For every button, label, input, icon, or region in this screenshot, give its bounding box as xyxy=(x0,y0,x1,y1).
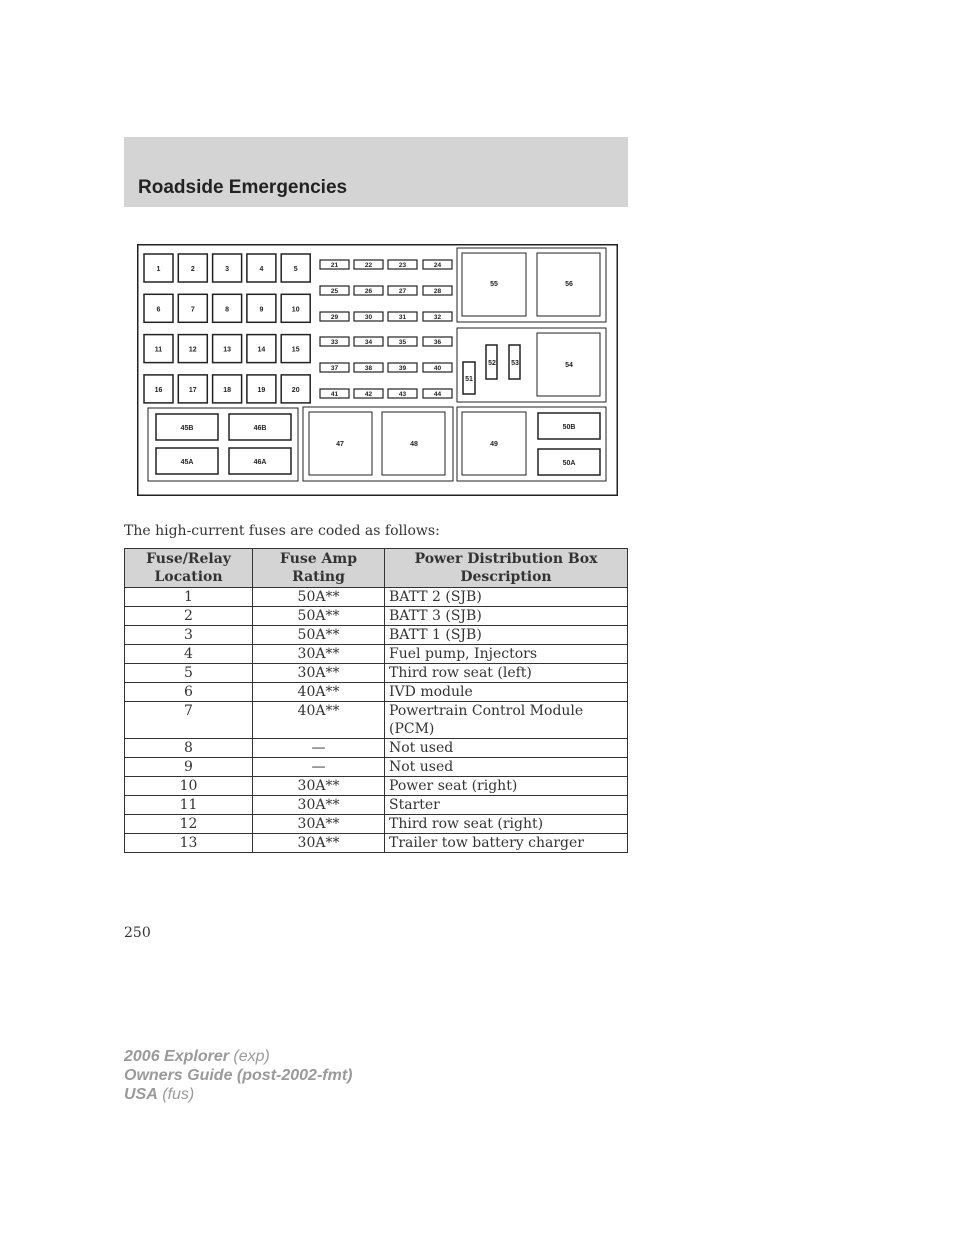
header-location-line1: Fuse/Relay xyxy=(146,551,231,567)
relay-group-47-48 xyxy=(303,407,453,481)
header-location-line2: Location xyxy=(154,569,223,585)
cell-description: Third row seat (right) xyxy=(385,815,628,834)
cell-location: 8 xyxy=(125,739,253,758)
large-fuse-grid xyxy=(144,254,310,403)
cell-location: 11 xyxy=(125,796,253,815)
page-number: 250 xyxy=(124,925,151,941)
large-fuse-16-label: 16 xyxy=(154,386,163,394)
large-fuse-15-label: 15 xyxy=(291,346,300,354)
mini-fuse-27-label: 27 xyxy=(398,288,407,296)
cell-rating: 30A** xyxy=(253,777,385,796)
relay-group-51-54 xyxy=(457,328,606,402)
header-description xyxy=(385,549,628,588)
relay-45A-label: 45A xyxy=(180,459,194,466)
footer-market-code: (fus) xyxy=(162,1086,195,1103)
cell-rating: — xyxy=(253,739,385,758)
table-row xyxy=(125,834,628,853)
relay-56-label: 56 xyxy=(565,281,573,288)
header-rating xyxy=(253,549,385,588)
mini-fuse-31-label: 31 xyxy=(398,314,407,322)
diagram-outline xyxy=(138,245,618,496)
table-row xyxy=(125,626,628,645)
mini-fuse-22-label: 22 xyxy=(364,262,373,270)
mini-fuse-26-label: 26 xyxy=(364,288,373,296)
cell-rating: 50A** xyxy=(253,588,385,607)
cell-location: 4 xyxy=(125,645,253,664)
relay-48-label: 48 xyxy=(410,441,418,448)
footer-line-2 xyxy=(124,1066,352,1085)
table-row xyxy=(125,777,628,796)
table-row xyxy=(125,588,628,607)
mini-fuse-36-label: 36 xyxy=(433,339,442,347)
table-row xyxy=(125,664,628,683)
large-fuse-8-label: 8 xyxy=(225,306,230,314)
relay-51-label: 51 xyxy=(465,376,473,383)
mini-fuse-23-label: 23 xyxy=(398,262,407,270)
cell-location: 7 xyxy=(125,702,253,739)
mini-fuse-30-label: 30 xyxy=(364,314,373,322)
cell-rating: 30A** xyxy=(253,796,385,815)
cell-description: BATT 2 (SJB) xyxy=(385,588,628,607)
section-title: Roadside Emergencies xyxy=(138,177,348,198)
cell-location: 9 xyxy=(125,758,253,777)
relay-group-45-46 xyxy=(148,408,298,481)
cell-rating: 30A** xyxy=(253,664,385,683)
large-fuse-12-label: 12 xyxy=(188,346,197,354)
mini-fuse-33-label: 33 xyxy=(330,339,339,347)
relay-group-49-50 xyxy=(457,407,606,481)
relay-53-label: 53 xyxy=(511,360,519,367)
relay-50B-label: 50B xyxy=(562,424,576,431)
table-row xyxy=(125,607,628,626)
cell-location: 10 xyxy=(125,777,253,796)
table-row xyxy=(125,758,628,777)
large-fuse-11-label: 11 xyxy=(154,346,163,354)
footer-line-1 xyxy=(124,1047,352,1066)
footer-market: USA xyxy=(124,1086,158,1103)
large-fuse-4-label: 4 xyxy=(259,266,264,273)
mini-fuse-24-label: 24 xyxy=(433,262,442,270)
mini-fuse-37-label: 37 xyxy=(330,365,339,373)
cell-location: 12 xyxy=(125,815,253,834)
large-fuse-17-label: 17 xyxy=(188,386,197,394)
mini-fuse-28-label: 28 xyxy=(433,288,442,296)
mini-fuse-21-label: 21 xyxy=(330,262,339,270)
cell-rating: 40A** xyxy=(253,702,385,739)
mini-fuse-29-label: 29 xyxy=(330,314,339,322)
cell-rating: — xyxy=(253,758,385,777)
mini-fuse-44-label: 44 xyxy=(433,391,442,399)
large-fuse-9-label: 9 xyxy=(259,306,264,314)
cell-location: 3 xyxy=(125,626,253,645)
mini-fuse-41-label: 41 xyxy=(330,391,339,399)
large-fuse-14-label: 14 xyxy=(257,346,266,354)
table-row xyxy=(125,683,628,702)
cell-location: 1 xyxy=(125,588,253,607)
cell-description: BATT 3 (SJB) xyxy=(385,607,628,626)
section-header-band xyxy=(124,137,628,207)
footer-model-code: (exp) xyxy=(233,1048,270,1065)
cell-description: Not used xyxy=(385,758,628,777)
large-fuse-6-label: 6 xyxy=(156,306,161,314)
relay-group-55-56 xyxy=(457,248,606,322)
cell-description: BATT 1 (SJB) xyxy=(385,626,628,645)
mini-fuse-43-label: 43 xyxy=(398,391,407,399)
document-footer xyxy=(124,1047,352,1104)
cell-location: 6 xyxy=(125,683,253,702)
mini-fuse-35-label: 35 xyxy=(398,339,407,347)
footer-guide: Owners Guide (post-2002-fmt) xyxy=(124,1067,353,1084)
header-description-line2: Description xyxy=(460,569,552,585)
large-fuse-3-label: 3 xyxy=(225,266,230,273)
cell-rating: 30A** xyxy=(253,834,385,853)
mini-fuse-40-label: 40 xyxy=(433,365,442,373)
cell-description: Third row seat (left) xyxy=(385,664,628,683)
large-fuse-18-label: 18 xyxy=(223,386,231,394)
large-fuse-7-label: 7 xyxy=(190,306,195,314)
cell-description: Trailer tow battery charger xyxy=(385,834,628,853)
cell-description: Starter xyxy=(385,796,628,815)
cell-description: Power seat (right) xyxy=(385,777,628,796)
cell-description: Fuel pump, Injectors xyxy=(385,645,628,664)
header-rating-line2: Rating xyxy=(292,569,345,585)
relay-46B-label: 46B xyxy=(253,425,267,432)
mini-fuse-34-label: 34 xyxy=(364,339,373,347)
relay-50A-label: 50A xyxy=(562,460,576,467)
cell-description: Powertrain Control Module (PCM) xyxy=(385,702,628,739)
cell-rating: 50A** xyxy=(253,626,385,645)
cell-description: IVD module xyxy=(385,683,628,702)
fuse-table xyxy=(124,548,628,853)
large-fuse-5-label: 5 xyxy=(293,266,298,273)
header-location xyxy=(125,549,253,588)
table-row xyxy=(125,702,628,739)
mini-fuse-grid xyxy=(320,260,452,398)
relay-54-label: 54 xyxy=(565,362,573,369)
relay-47-label: 47 xyxy=(336,441,344,448)
footer-line-3 xyxy=(124,1085,352,1104)
mini-fuse-32-label: 32 xyxy=(433,314,442,322)
mini-fuse-42-label: 42 xyxy=(364,391,373,399)
table-row xyxy=(125,645,628,664)
cell-rating: 50A** xyxy=(253,607,385,626)
large-fuse-13-label: 13 xyxy=(223,346,231,354)
table-row xyxy=(125,739,628,758)
fuse-table-header-row xyxy=(125,549,628,588)
large-fuse-10-label: 10 xyxy=(291,306,300,314)
header-rating-line1: Fuse Amp xyxy=(280,551,357,567)
cell-rating: 30A** xyxy=(253,645,385,664)
cell-location: 2 xyxy=(125,607,253,626)
large-fuse-2-label: 2 xyxy=(190,266,195,273)
relay-49-label: 49 xyxy=(490,441,498,448)
large-fuse-20-label: 20 xyxy=(291,386,300,394)
intro-text: The high-current fuses are coded as follows: xyxy=(124,523,440,539)
mini-fuse-25-label: 25 xyxy=(330,288,339,296)
table-row xyxy=(125,815,628,834)
relay-46A-label: 46A xyxy=(253,459,267,466)
header-description-line1: Power Distribution Box xyxy=(414,551,598,567)
large-fuse-1-label: 1 xyxy=(156,266,161,273)
relay-45B-label: 45B xyxy=(180,425,194,432)
mini-fuse-38-label: 38 xyxy=(364,365,373,373)
cell-description: Not used xyxy=(385,739,628,758)
relay-55-label: 55 xyxy=(490,281,498,288)
table-row xyxy=(125,796,628,815)
power-distribution-box-diagram xyxy=(137,244,618,496)
mini-fuse-39-label: 39 xyxy=(398,365,407,373)
relay-52-label: 52 xyxy=(488,360,496,367)
cell-location: 13 xyxy=(125,834,253,853)
cell-rating: 40A** xyxy=(253,683,385,702)
large-fuse-19-label: 19 xyxy=(257,386,266,394)
cell-rating: 30A** xyxy=(253,815,385,834)
cell-location: 5 xyxy=(125,664,253,683)
footer-model: 2006 Explorer xyxy=(124,1048,229,1065)
